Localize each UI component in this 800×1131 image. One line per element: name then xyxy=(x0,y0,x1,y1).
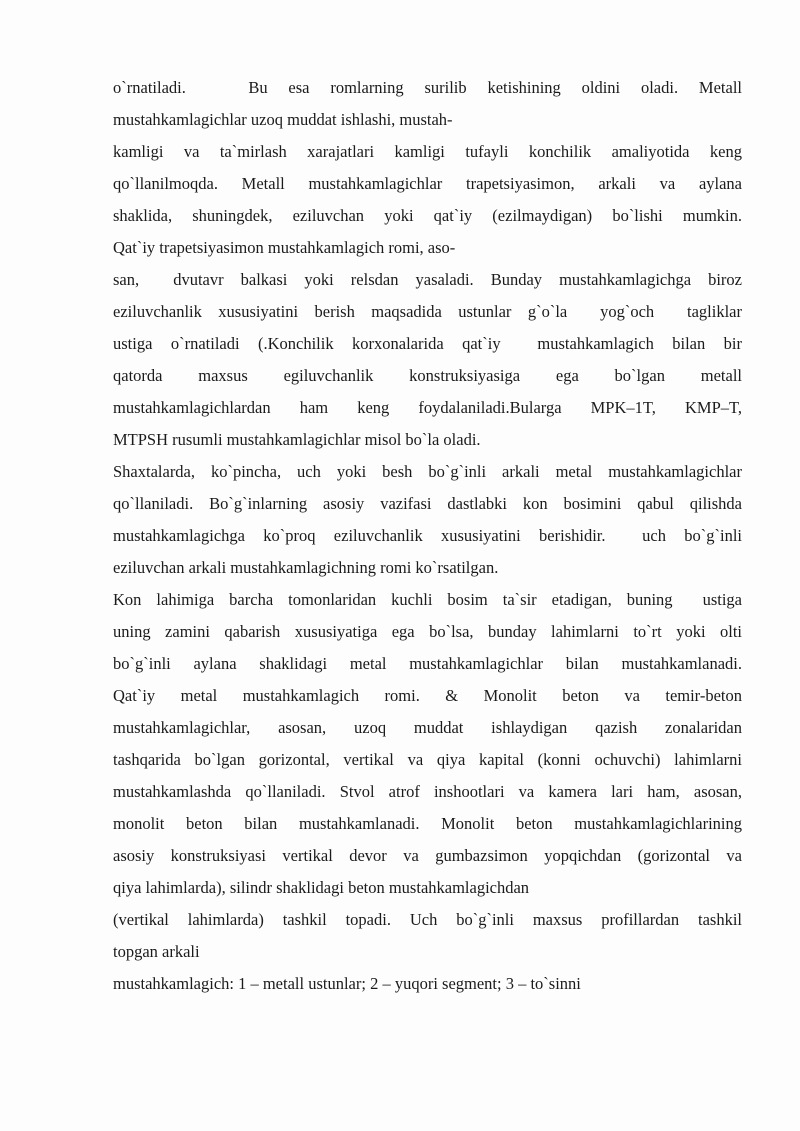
text-line: qatorda maxsus egiluvchanlik konstruksiyasiga ega bo`lgan metall xyxy=(113,366,742,385)
text-line: Shaxtalarda, ko`pincha, uch yoki besh bo`g`inli arkali metal mustahkamlagichlar xyxy=(113,462,742,481)
text-line: mustahkamlagichlar uzoq muddat ishlashi, mustah- xyxy=(113,110,453,129)
text-line: mustahkamlagich: 1 – metall ustunlar; 2 – yuqori segment; 3 – to`sinni xyxy=(113,974,581,993)
text-line: topgan arkali xyxy=(113,942,200,961)
text-line: qo`llaniladi. Bo`g`inlarning asosiy vazifasi dastlabki kon bosimini qabul qilishda xyxy=(113,494,742,513)
text-line: Kon lahimiga barcha tomonlaridan kuchli bosim ta`sir etadigan, buning ustiga xyxy=(113,590,742,609)
text-line: Qat`iy trapetsiyasimon mustahkamlagich romi, aso- xyxy=(113,238,456,257)
text-line: uning zamini qabarish xususiyatiga ega bo`lsa, bunday lahimlarni to`rt yoki olti xyxy=(113,622,742,641)
text-line: qo`llanilmoqda. Metall mustahkamlagichlar trapetsiyasimon, arkali va aylana xyxy=(113,174,742,193)
text-line: mustahkamlagichlardan ham keng foydalaniladi.Bularga MPK–1T, KMP–T, xyxy=(113,398,742,417)
text-line: kamligi va ta`mirlash xarajatlari kamligi tufayli konchilik amaliyotida keng xyxy=(113,142,742,161)
text-line: ustiga o`rnatiladi (.Konchilik korxonalarida qat`iy mustahkamlagich bilan bir xyxy=(113,334,742,353)
text-line: o`rnatiladi. Bu esa romlarning surilib ketishining oldini oladi. Metall xyxy=(113,78,742,97)
text-line: bo`g`inli aylana shaklidagi metal mustahkamlagichlar bilan mustahkamlanadi. xyxy=(113,654,742,673)
text-line: shaklida, shuningdek, eziluvchan yoki qat`iy (ezilmaydigan) bo`lishi mumkin. xyxy=(113,206,742,225)
text-line: mustahkamlagichlar, asosan, uzoq muddat ishlaydigan qazish zonalaridan xyxy=(113,718,742,737)
text-line: mustahkamlashda qo`llaniladi. Stvol atrof inshootlari va kamera lari ham, asosan, xyxy=(113,782,742,801)
text-line: mustahkamlagichga ko`proq eziluvchanlik xususiyatini berishidir. uch bo`g`inli xyxy=(113,526,742,545)
text-line: tashqarida bo`lgan gorizontal, vertikal va qiya kapital (konni ochuvchi) lahimlarni xyxy=(113,750,742,769)
text-line: eziluvchanlik xususiyatini berish maqsadida ustunlar g`o`la yog`och tagliklar xyxy=(113,302,742,321)
text-line: Qat`iy metal mustahkamlagich romi. & Monolit beton va temir-beton xyxy=(113,686,742,705)
text-line: (vertikal lahimlarda) tashkil topadi. Uch bo`g`inli maxsus profillardan tashkil xyxy=(113,910,742,929)
text-line: eziluvchan arkali mustahkamlagichning romi ko`rsatilgan. xyxy=(113,558,499,577)
text-line: san, dvutavr balkasi yoki relsdan yasaladi. Bunday mustahkamlagichga biroz xyxy=(113,270,742,289)
text-line: MTPSH rusumli mustahkamlagichlar misol bo`la oladi. xyxy=(113,430,481,449)
document-text xyxy=(113,72,742,1000)
text-line: monolit beton bilan mustahkamlanadi. Monolit beton mustahkamlagichlarining xyxy=(113,814,742,833)
text-line: asosiy konstruksiyasi vertikal devor va gumbazsimon yopqichdan (gorizontal va xyxy=(113,846,742,865)
text-line: qiya lahimlarda), silindr shaklidagi beton mustahkamlagichdan xyxy=(113,878,530,897)
